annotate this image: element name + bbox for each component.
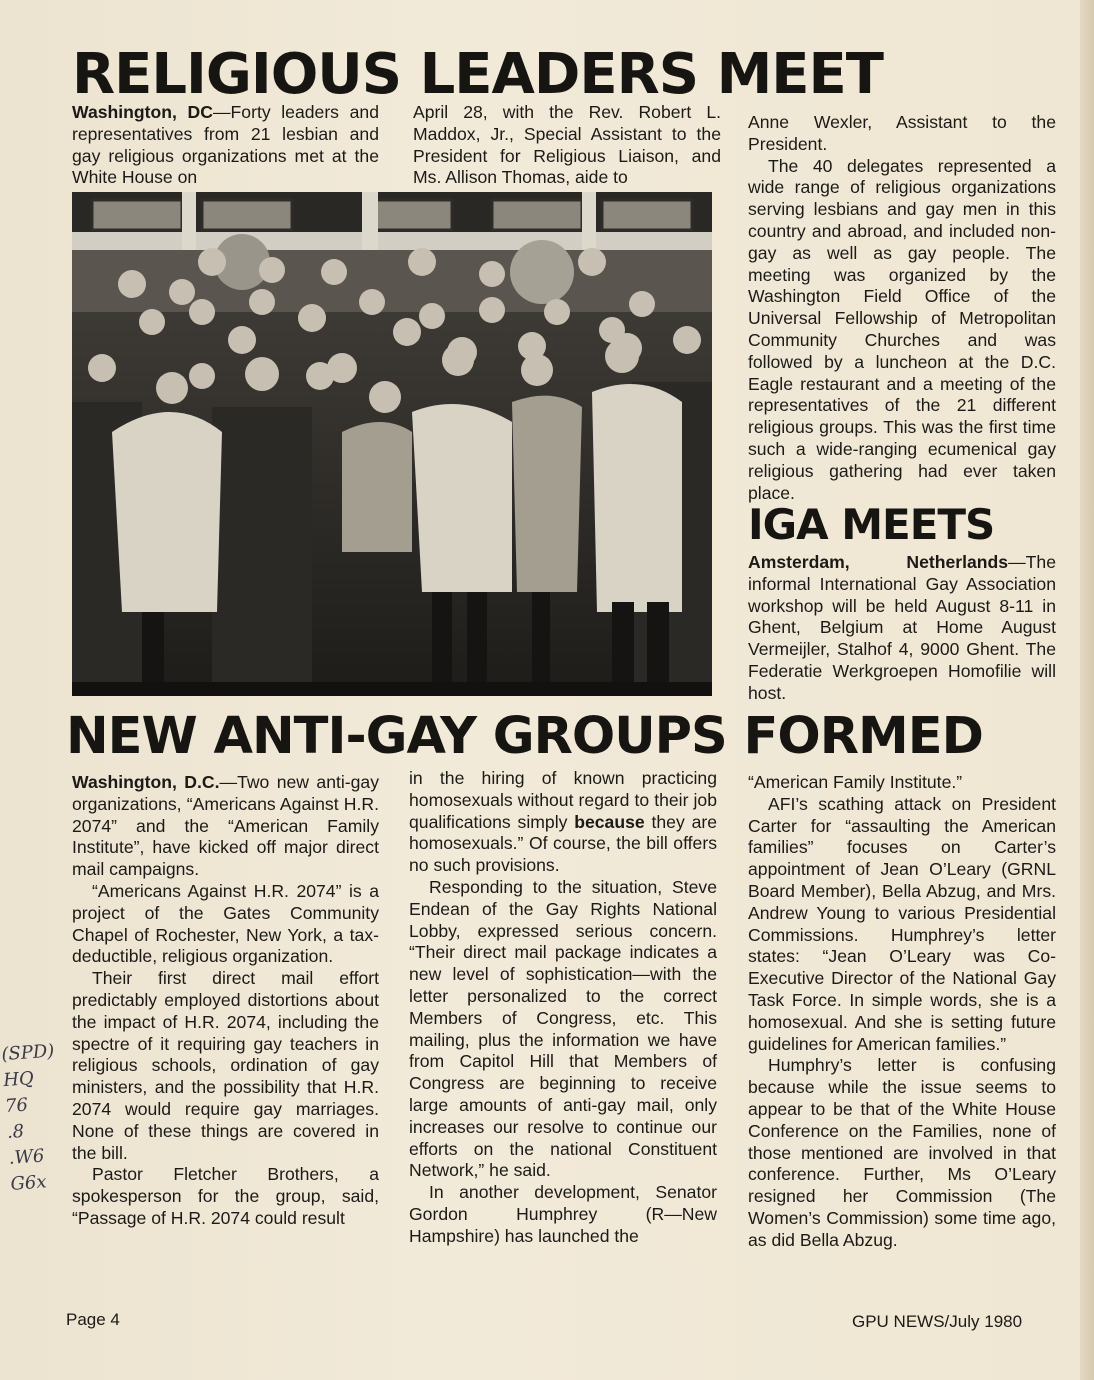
article1-col1-text: —Forty leaders and representatives from 21 lesbian and gay religious organizations met at the White House on (72, 102, 379, 188)
article3-column-1 (72, 772, 379, 1230)
margin-note-line: HQ (2, 1068, 35, 1092)
article3-col2-p1a: in the hiring of known practicing homosexuals without regard to their job qualifications simply (409, 768, 717, 832)
headline-religious-leaders: RELIGIOUS LEADERS MEET (72, 42, 883, 107)
article3-col2-p1c: they are homosexuals.” Of course, the bill offers no such provisions. (409, 811, 717, 876)
headline-iga-meets: IGA MEETS (748, 500, 995, 549)
article3-col2-emphasis: because (574, 811, 645, 832)
margin-note-line: 76 (4, 1094, 29, 1118)
article3-col2-p3: In another development, Senator Gordon Humphrey (R—New Hampshire) has launched the (409, 1182, 717, 1246)
article3-column-2 (409, 768, 717, 1248)
publication-info: GPU NEWS/July 1980 (852, 1312, 1023, 1331)
article2-column (748, 552, 1056, 705)
margin-note-line: .W6 (8, 1145, 46, 1169)
article2-text: —The informal International Gay Association workshop will be held August 8-11 in Ghent, Belgium at Home August Vermeijler, Stalhof 4, 9000 Ghent. The Federatie Werkgroepen Homofilie will host. (748, 552, 1056, 703)
article2-dateline: Amsterdam, Netherlands (748, 552, 1009, 572)
article3-col1-p3: Their first direct mail effort predictably employed distortions about the impact of H.R. 2074, including the spectre of it requiring gay teachers in religious schools, ordination of gay ministers, and the possibility that H.R. 2074 would require gay marriages. None of these things are covered in the bill. (72, 968, 379, 1163)
article3-column-3 (748, 772, 1056, 1252)
article1-col3-p2: The 40 delegates represented a wide range of religious organizations serving lesbians and gay men in this country and abroad, and included non-gay as well as gay people. The meeting was organized by the Washington Field Office of the Universal Fellowship of Metropolitan Community Churches and was followed by a luncheon at the D.C. Eagle restaurant and a meeting of the representatives of the 21 different religious groups. This was the first time such a wide-ranging ecumenical gay religious gathering had ever taken place. (748, 155, 1056, 503)
article1-column-2 (413, 102, 721, 189)
margin-note-line: G6x (9, 1171, 48, 1195)
article3-col1-p4: Pastor Fletcher Brothers, a spokesperson for the group, said, “Passage of H.R. 2074 could result (72, 1164, 379, 1228)
margin-note-line: (SPD) (0, 1040, 56, 1066)
article3-col3-p2: AFI’s scathing attack on President Carter for “assaulting the American families” focuses on Carter’s appointment of Jean O’Leary (GRNL Board Member), Bella Abzug, and Mrs. Andrew Young to various Presidential Commissions. Humphrey’s letter states: “Jean O’Leary was Co-Executive Director of the National Gay Task Force. In simple words, she is a homosexual. And she is setting future guidelines for American families.” (748, 793, 1056, 1054)
page-edge (1080, 0, 1094, 1380)
headline-new-anti-gay-groups: NEW ANTI-GAY GROUPS FORMED (66, 707, 983, 766)
page-number: Page 4 (66, 1310, 120, 1329)
handwritten-call-number (1, 1038, 70, 1198)
article3-col2-p2: Responding to the situation, Steve Endean of the Gay Rights National Lobby, expressed serious concern. “Their direct mail package indicates a new level of sophistication—with the letter personalized to the correct Members of Congress, etc. This mailing, plus the information we have from Capitol Hill that Members of Congress are beginning to receive large amounts of anti-gay mail, only increases our resolve to continue our efforts on the national Constituent Network,” he said. (409, 876, 717, 1181)
article3-col3-p3: Humphry’s letter is confusing because while the issue seems to appear to be that of the White House Conference on the Families, none of those mentioned are involved in that conference. Further, Ms O’Leary resigned her Commission (The Women’s Commission) some time ago, as did Bella Abzug. (748, 1055, 1056, 1250)
article1-column-3 (748, 112, 1056, 504)
article3-col3-p1: “American Family Institute.” (748, 772, 963, 792)
article1-dateline: Washington, DC (72, 102, 213, 122)
article3-col1-p1: —Two new anti-gay organizations, “Americans Against H.R. 2074” and the “American Family Institute”, have kicked off major direct mail campaigns. (72, 772, 379, 880)
margin-note-line: .8 (6, 1120, 25, 1143)
article3-col1-p2: “Americans Against H.R. 2074” is a project of the Gates Community Chapel of Rochester, New York, a tax-deductible, religious organization. (72, 880, 379, 967)
article1-col2-text: April 28, with the Rev. Robert L. Maddox, Jr., Special Assistant to the President for Religious Liaison, and Ms. Allison Thomas, aide to (413, 102, 721, 188)
article1-column-1 (72, 102, 379, 189)
article3-dateline: Washington, D.C. (72, 772, 220, 792)
group-photo (72, 192, 712, 696)
article1-col3-p1: Anne Wexler, Assistant to the President. (748, 112, 1056, 154)
